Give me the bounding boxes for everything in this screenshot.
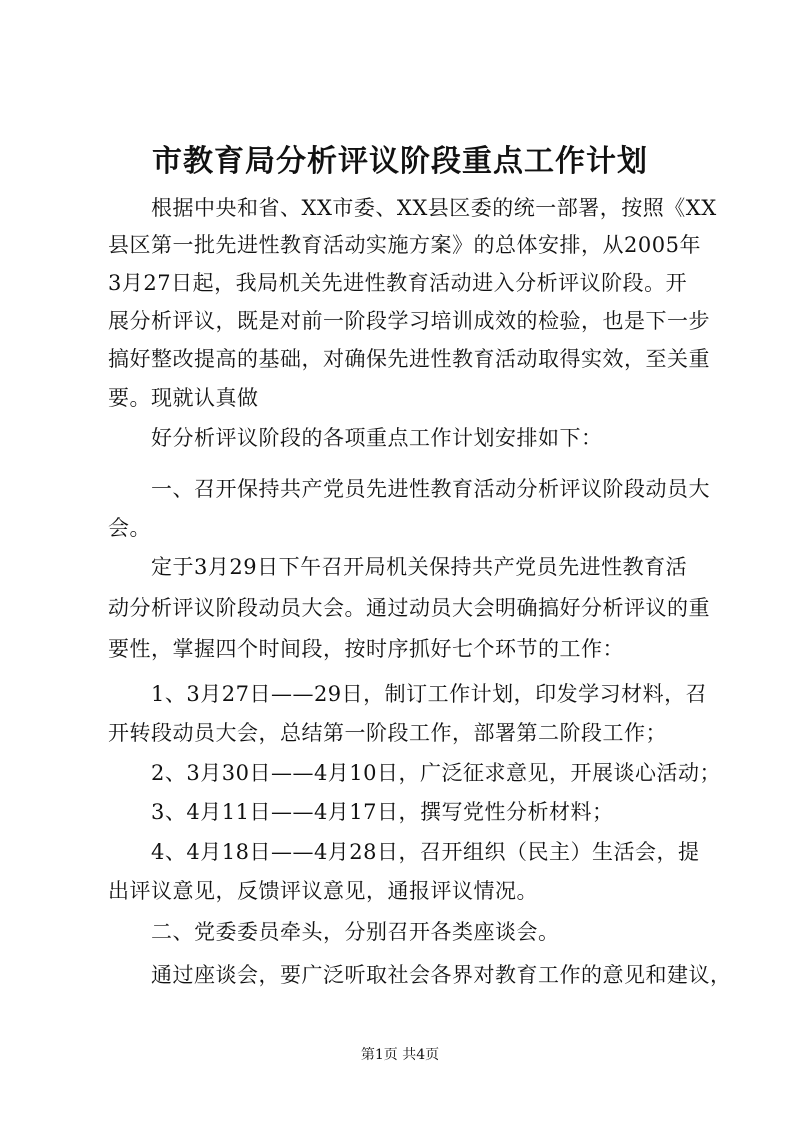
body-line: 3、4月11日——4月17日，撰写党性分析材料； [108,800,614,824]
body-line: 根据中央和省、XX市委、XX县区委的统一部署，按照《XX [108,196,717,220]
body-line: 要。现就认真做 [108,386,259,410]
body-line: 会。 [108,516,151,540]
body-line: 开转段动员大会，总结第一阶段工作，部署第二阶段工作； [108,721,667,745]
body-line: 县区第一批先进性教育活动实施方案》的总体安排，从2005年 [108,233,701,257]
body-line: 1、3月27日——29日，制订工作计划，印发学习材料，召 [108,682,708,706]
body-line: 通过座谈会，要广泛听取社会各界对教育工作的意见和建议， [108,963,732,987]
body-line: 好分析评议阶段的各项重点工作计划安排如下： [108,426,603,450]
body-line: 4、4月18日——4月28日，召开组织（民主）生活会，提 [108,840,700,864]
page-indicator: 第1页 共4页 [360,1047,440,1063]
body-line: 动分析评议阶段动员大会。通过动员大会明确搞好分析评议的重 [108,596,710,620]
body-line: 搞好整改提高的基础，对确保先进性教育活动取得实效，至关重 [108,347,710,371]
body-line: 二、党委委员牵头，分别召开各类座谈会。 [108,920,560,944]
body-line: 要性，掌握四个时间段，按时序抓好七个环节的工作： [108,637,624,661]
body-line: 3月27日起，我局机关先进性教育活动进入分析评议阶段。开 [108,271,688,295]
body-line: 定于3月29日下午召开局机关保持共产党员先进性教育活 [108,555,688,579]
body-line: 一、召开保持共产党员先进性教育活动分析评议阶段动员大 [108,477,710,501]
body-line: 展分析评议，既是对前一阶段学习培训成效的检验，也是下一步 [108,309,710,333]
document-title: 市教育局分析评议阶段重点工作计划 [152,144,648,179]
body-line: 2、3月30日——4月10日，广泛征求意见，开展谈心活动； [108,761,722,785]
body-line: 出评议意见，反馈评议意见，通报评议情况。 [108,879,538,903]
